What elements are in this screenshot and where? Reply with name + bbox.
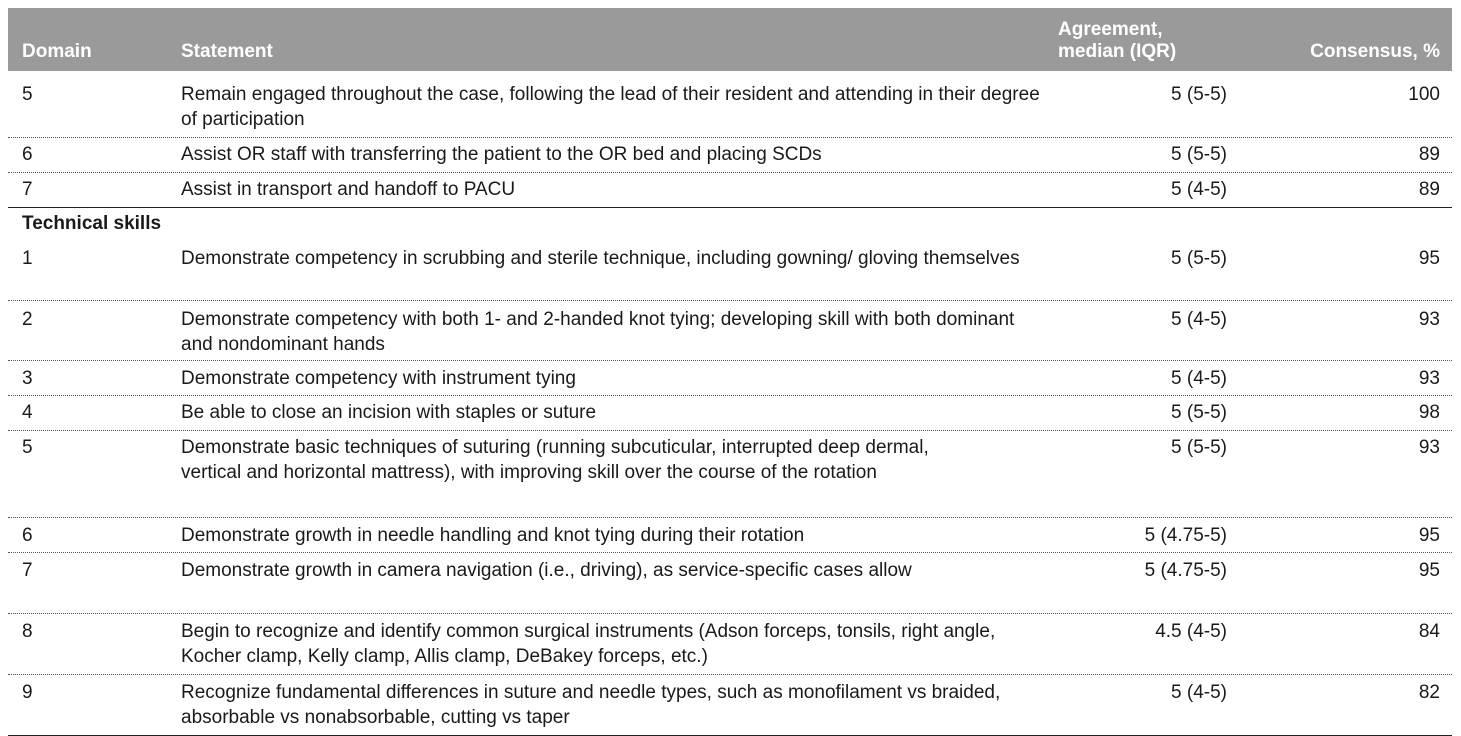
table-header [8,8,1452,71]
cell-statement: Remain engaged throughout the case, following the lead of their resident and attending in their degree of participation [181,84,1040,130]
cell-domain: 2 [22,309,33,330]
section-title: Technical skills [22,213,162,234]
cell-agreement: 5 (5-5) [1171,437,1227,458]
cell-statement: Demonstrate basic techniques of suturing (running subcuticular, interrupted deep dermal, vertical and horizontal mattress), with improving skill over the course of the rotation [181,437,929,483]
cell-domain: 6 [22,525,33,546]
cell-statement: Demonstrate competency with both 1- and 2-handed knot tying; developing skill with both dominant and nondominant hands [181,309,1015,355]
table-row [8,518,1452,553]
table-row [8,614,1452,675]
cell-consensus: 93 [1418,368,1440,389]
cell-domain: 8 [22,621,33,642]
cell-agreement: 5 (5-5) [1171,144,1227,165]
header-agreement-line1: Agreement, [1058,19,1163,40]
cell-agreement: 5 (5-5) [1171,248,1227,269]
cell-domain: 5 [22,84,33,105]
header-consensus: Consensus, % [1310,41,1440,62]
cell-consensus: 98 [1418,402,1440,423]
cell-agreement: 5 (4-5) [1171,682,1227,703]
cell-statement: Begin to recognize and identify common surgical instruments (Adson forceps, tonsils, right angle, Kocher clamp, Kelly clamp, Allis clamp, DeBakey forceps, etc.) [181,621,996,667]
header-agreement-line2: median (IQR) [1058,41,1177,62]
cell-statement: Assist in transport and handoff to PACU [181,179,516,200]
table-row [8,553,1452,614]
section-heading [8,208,1452,239]
cell-agreement: 5 (4-5) [1171,309,1227,330]
table-row [8,138,1452,173]
header-statement: Statement [181,41,273,62]
consensus-table [8,8,1452,736]
cell-statement: Recognize fundamental differences in suture and needle types, such as monofilament vs braided, absorbable vs nonabsorbable, cutting vs taper [181,682,1001,728]
cell-statement: Be able to close an incision with staples or suture [181,402,597,423]
cell-agreement: 5 (5-5) [1171,84,1227,105]
cell-statement: Demonstrate competency in scrubbing and sterile technique, including gowning/ gloving themselves [181,248,1020,269]
cell-domain: 5 [22,437,33,458]
cell-agreement: 5 (5-5) [1171,402,1227,423]
cell-consensus: 95 [1418,525,1440,546]
table-row [8,361,1452,396]
cell-agreement: 5 (4.75-5) [1144,560,1227,581]
cell-statement: Demonstrate competency with instrument tying [181,368,576,389]
cell-domain: 4 [22,402,33,423]
cell-consensus: 100 [1408,84,1440,105]
cell-domain: 6 [22,144,33,165]
cell-domain: 9 [22,682,33,703]
cell-domain: 3 [22,368,33,389]
cell-statement: Assist OR staff with transferring the patient to the OR bed and placing SCDs [181,144,822,165]
table-row [8,301,1452,361]
cell-consensus: 89 [1418,144,1440,165]
cell-domain: 7 [22,179,33,200]
cell-agreement: 4.5 (4-5) [1155,621,1227,642]
cell-consensus: 82 [1418,682,1440,703]
table-row [8,396,1452,431]
cell-agreement: 5 (4-5) [1171,368,1227,389]
header-agreement [1058,19,1228,63]
cell-domain: 7 [22,560,33,581]
cell-consensus: 95 [1418,248,1440,269]
cell-consensus: 95 [1418,560,1440,581]
cell-consensus: 93 [1418,309,1440,330]
cell-agreement: 5 (4.75-5) [1144,525,1227,546]
cell-consensus: 84 [1418,621,1440,642]
table-row [8,675,1452,736]
cell-consensus: 93 [1418,437,1440,458]
cell-consensus: 89 [1418,179,1440,200]
table-row [8,71,1452,138]
cell-agreement: 5 (4-5) [1171,179,1227,200]
header-domain: Domain [22,41,92,62]
table-row [8,431,1452,518]
table-row [8,239,1452,301]
cell-statement: Demonstrate growth in needle handling and knot tying during their rotation [181,525,805,546]
cell-statement: Demonstrate growth in camera navigation (i.e., driving), as service-specific cases allow [181,560,912,581]
table-row [8,173,1452,208]
cell-domain: 1 [22,248,33,269]
